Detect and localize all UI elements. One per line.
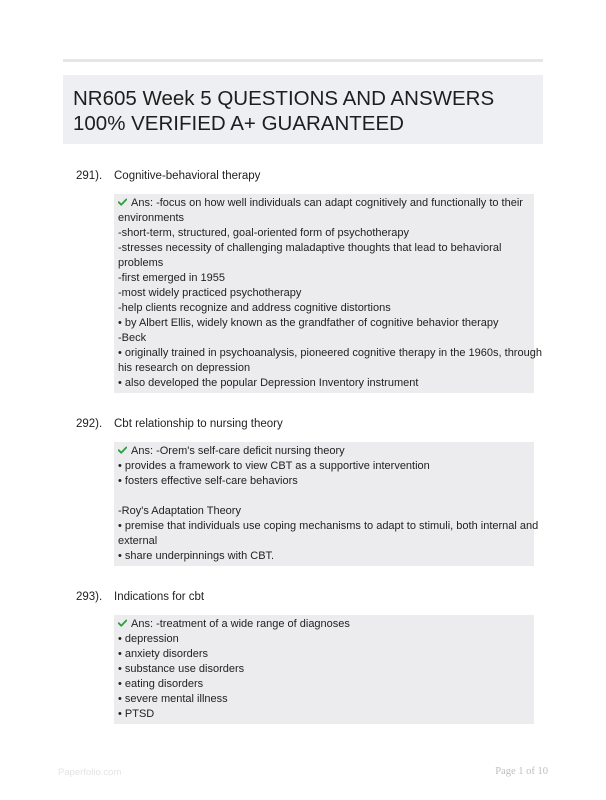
answer-line-text: -Roy's Adaptation Theory [118,505,241,517]
answer-line-text: • depression [118,633,179,645]
answer-line [118,301,529,316]
answer-line [118,534,529,549]
answer-line [118,211,529,226]
answer-line [118,504,529,519]
question-text: Indications for cbt [114,591,205,603]
answer-line [118,459,529,474]
answer-line-text: • severe mental illness [118,693,228,705]
answer-line [118,632,529,647]
answer-box [114,194,542,393]
answer-line-text: -Beck [118,332,147,344]
answer-line-text: environments [118,212,185,224]
answer-line [118,346,542,361]
answer-line-text: • share underpinnings with CBT. [118,550,275,562]
answer-line-text: Ans: -treatment of a wide range of diagnoses [131,618,350,630]
answer-line [118,316,529,331]
footer-watermark: Paperfolio.com [58,767,122,778]
answer-line-text: • anxiety disorders [118,648,209,660]
answer-line [118,226,529,241]
answer-line-text: Ans: -Orem's self-care deficit nursing theory [131,445,345,457]
answer-box [114,615,534,724]
answer-line [118,271,529,286]
answer-line [118,549,529,564]
question-number: 291). [76,170,103,182]
answer-line-text: -stresses necessity of challenging maladaptive thoughts that lead to behavioral [118,242,502,254]
answer-line [118,286,529,301]
answer-box [114,442,539,566]
check-icon [118,198,127,206]
answer-line [118,489,529,504]
document-title-line-2: 100% VERIFIED A+ GUARANTEED [73,112,404,135]
answer-line-text: problems [118,257,164,269]
answer-line-text: • PTSD [118,708,155,720]
answer-line [118,241,529,256]
answer-line-text: • provides a framework to view CBT as a supportive intervention [118,460,430,472]
answer-line-text: Ans: -focus on how well individuals can adapt cognitively and functionally to their [131,197,523,209]
document-title-box [63,75,543,144]
answer-line [118,707,529,722]
document-title-line-1: NR605 Week 5 QUESTIONS AND ANSWERS [73,87,495,110]
answer-line [118,647,529,662]
answer-line [118,474,529,489]
answer-line-text: -help clients recognize and address cognitive distortions [118,302,391,314]
answer-line-text: • originally trained in psychoanalysis, pioneered cognitive therapy in the 1960s, through [118,347,542,359]
check-icon [118,446,127,454]
answer-line-text: -short-term, structured, goal-oriented form of psychotherapy [118,227,410,239]
answer-line-text: • substance use disorders [118,663,245,675]
answer-line [118,617,529,632]
answer-line-text: • premise that individuals use coping mechanisms to adapt to stimuli, both internal and [118,520,539,532]
answer-line-text: -most widely practiced psychotherapy [118,287,302,299]
answer-line [118,662,529,677]
answer-line-text: • eating disorders [118,678,204,690]
answer-line [118,331,529,346]
answer-line [118,256,529,271]
answer-line [118,692,529,707]
question-text: Cbt relationship to nursing theory [114,418,283,430]
answer-line-text: his research on depression [118,362,251,374]
answer-line [118,376,529,391]
question-number: 293). [76,591,103,603]
answer-line [118,677,529,692]
page-number: Page 1 of 10 [495,766,548,777]
answer-line-text: • by Albert Ellis, widely known as the grandfather of cognitive behavior therapy [118,317,499,329]
answer-line [118,444,529,459]
answer-line-text: external [118,535,158,547]
answer-line-text: • also developed the popular Depression Inventory instrument [118,377,419,389]
question-number: 292). [76,418,103,430]
answer-line [118,361,529,376]
answer-line [118,519,539,534]
top-divider [63,59,543,62]
answer-line [118,196,529,211]
answer-line-text: • fosters effective self-care behaviors [118,475,298,487]
check-icon [118,619,127,627]
answer-line-text: -first emerged in 1955 [118,272,225,284]
question-text: Cognitive-behavioral therapy [114,170,261,182]
